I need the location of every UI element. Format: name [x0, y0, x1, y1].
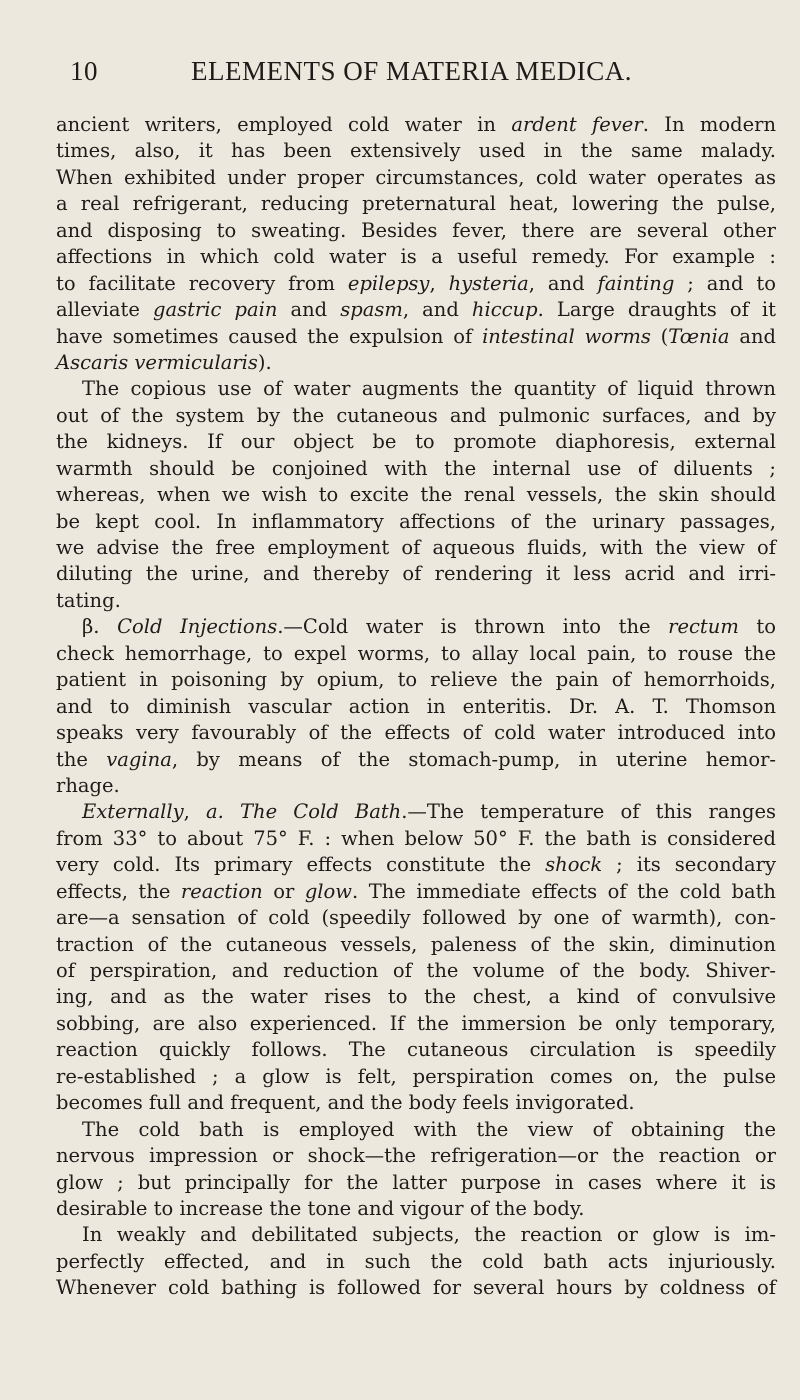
text-line: In weakly and debilitated subjects, the reaction or glow is im- [82, 1223, 776, 1247]
text-line: perfectly effected, and in such the cold bath acts injuriously. [56, 1249, 776, 1273]
text-line: becomes full and frequent, and the body feels invigorated. [56, 1091, 635, 1115]
text-line: out of the system by the cutaneous and pulmonic surfaces, and by [56, 403, 776, 427]
text-line: we advise the free employment of aqueous fluids, with the view of [56, 536, 776, 559]
text-line: affections in which cold water is a useful remedy. For example : [56, 245, 776, 269]
text-line: of perspiration, and reduction of the volume of the body. Shiver- [56, 959, 776, 982]
running-head: ELEMENTS OF MATERIA MEDICA. [191, 56, 633, 86]
text-line: times, also, it has been extensively used in the same malady. [56, 139, 776, 163]
text-line: very cold. Its primary effects constitute the shock ; its secondary [56, 853, 776, 877]
text-line: to facilitate recovery from epilepsy, hysteria, and fainting ; and to [56, 271, 776, 295]
text-line: speaks very favourably of the effects of cold water introduced into [56, 721, 776, 745]
text-line: traction of the cutaneous vessels, paleness of the skin, diminution [56, 932, 776, 956]
text-line: nervous impression or shock—the refrigeration—or the reaction or [56, 1144, 776, 1168]
text-line: glow ; but principally for the latter purpose in cases where it is [56, 1170, 776, 1194]
page-header [70, 56, 760, 96]
text-line: be kept cool. In inflammatory affections of the urinary passages, [56, 509, 776, 533]
text-line: warmth should be conjoined with the internal use of diluents ; [56, 456, 776, 480]
text-line: ancient writers, employed cold water in ardent fever. In modern [56, 113, 777, 136]
text-line: have sometimes caused the expulsion of intestinal worms (Tœnia and [56, 324, 776, 348]
text-line: and to diminish vascular action in enteritis. Dr. A. T. Thomson [56, 694, 776, 718]
body-text [56, 112, 776, 1302]
page-number: 10 [70, 56, 98, 86]
text-line: re-established ; a glow is felt, perspiration comes on, the pulse [56, 1064, 776, 1088]
text-line: whereas, when we wish to excite the renal vessels, the skin should [56, 483, 776, 507]
text-line: sobbing, are also experienced. If the immersion be only temporary, [56, 1011, 776, 1035]
text-line: effects, the reaction or glow. The immediate effects of the cold bath [56, 879, 776, 903]
text-line: are—a sensation of cold (speedily followed by one of warmth), con- [56, 906, 776, 930]
text-line: desirable to increase the tone and vigour of the body. [56, 1196, 585, 1220]
text-line: diluting the urine, and thereby of rendering it less acrid and irri- [56, 562, 776, 586]
text-line: Ascaris vermicularis). [56, 350, 272, 374]
text-line: the vagina, by means of the stomach-pump, in uterine hemor- [56, 747, 776, 771]
text-line: β. Cold Injections.—Cold water is thrown into the rectum to [82, 615, 776, 639]
text-line: The cold bath is employed with the view of obtaining the [82, 1117, 776, 1141]
text-line: alleviate gastric pain and spasm, and hiccup. Large draughts of it [56, 298, 776, 322]
text-line: ing, and as the water rises to the chest, a kind of convulsive [56, 985, 776, 1009]
text-line: reaction quickly follows. The cutaneous circulation is speedily [56, 1038, 776, 1062]
text-line: rhage. [56, 773, 120, 797]
text-line: patient in poisoning by opium, to relieve the pain of hemorrhoids, [56, 668, 776, 692]
text-line: When exhibited under proper circumstances, cold water operates as [56, 165, 776, 189]
text-line: and disposing to sweating. Besides fever, there are several other [56, 218, 776, 242]
text-line: Externally, a. The Cold Bath.—The temperature of this ranges [82, 800, 776, 824]
text-line: from 33° to about 75° F. : when below 50° F. the bath is considered [56, 826, 776, 850]
text-line: tating. [56, 588, 121, 612]
text-line: check hemorrhage, to expel worms, to allay local pain, to rouse the [56, 641, 776, 665]
text-line: the kidneys. If our object be to promote diaphoresis, external [56, 430, 776, 454]
text-line: Whenever cold bathing is followed for several hours by coldness of [56, 1276, 776, 1300]
text-line: The copious use of water augments the quantity of liquid thrown [82, 377, 776, 401]
text-line: a real refrigerant, reducing preternatural heat, lowering the pulse, [56, 192, 776, 216]
